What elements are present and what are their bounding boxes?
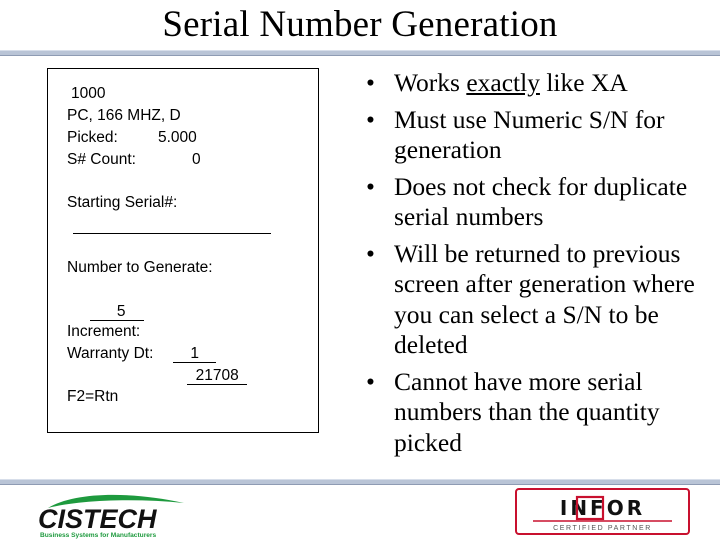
cistech-tagline: Business Systems for Manufacturers — [40, 532, 157, 539]
slide-title: Serial Number Generation — [162, 4, 558, 45]
count-label: S# Count: — [67, 151, 136, 168]
increment-label: Increment: — [67, 323, 141, 340]
item-description: PC, 166 MHZ, D — [67, 107, 181, 124]
bullet-item: • Must use Numeric S/N for generation — [366, 104, 665, 164]
increment-value: 1 — [173, 345, 216, 363]
number-to-generate-value: 5 — [90, 303, 144, 321]
footer-divider — [0, 479, 720, 485]
emphasis-text: exactly — [466, 68, 540, 97]
bullet-item: • Does not check for duplicate serial numbers — [366, 171, 688, 231]
serial-generation-screen — [47, 68, 319, 433]
infor-wordmark: INFOR — [559, 496, 646, 520]
picked-label: Picked: — [67, 129, 118, 146]
picked-value: 5.000 — [158, 129, 197, 146]
warranty-date-value: 21708 — [187, 367, 247, 385]
infor-badge-text: CERTIFIED PARTNER — [553, 525, 652, 532]
starting-serial-label: Starting Serial#: — [67, 194, 178, 211]
bullet-item: • Cannot have more serial numbers than the quantity picked — [366, 366, 660, 457]
title-divider — [0, 50, 720, 56]
warranty-date-label: Warranty Dt: — [67, 345, 154, 362]
number-to-generate-label: Number to Generate: — [67, 259, 213, 276]
cistech-wordmark: CISTECH — [38, 504, 157, 534]
bullet-item: • Works exactly like XA — [366, 68, 628, 97]
bullet-item: • Will be returned to previous screen after generation where you can select a S/N to be deleted — [366, 238, 695, 359]
infor-certified-partner-logo — [515, 488, 690, 535]
function-key-hint: F2=Rtn — [67, 388, 119, 405]
warranty-date-input[interactable] — [170, 343, 247, 409]
bullet-list — [366, 68, 720, 464]
starting-serial-input[interactable] — [73, 233, 271, 234]
item-number: 1000 — [71, 85, 106, 102]
cistech-logo — [34, 489, 204, 539]
count-value: 0 — [192, 151, 201, 168]
